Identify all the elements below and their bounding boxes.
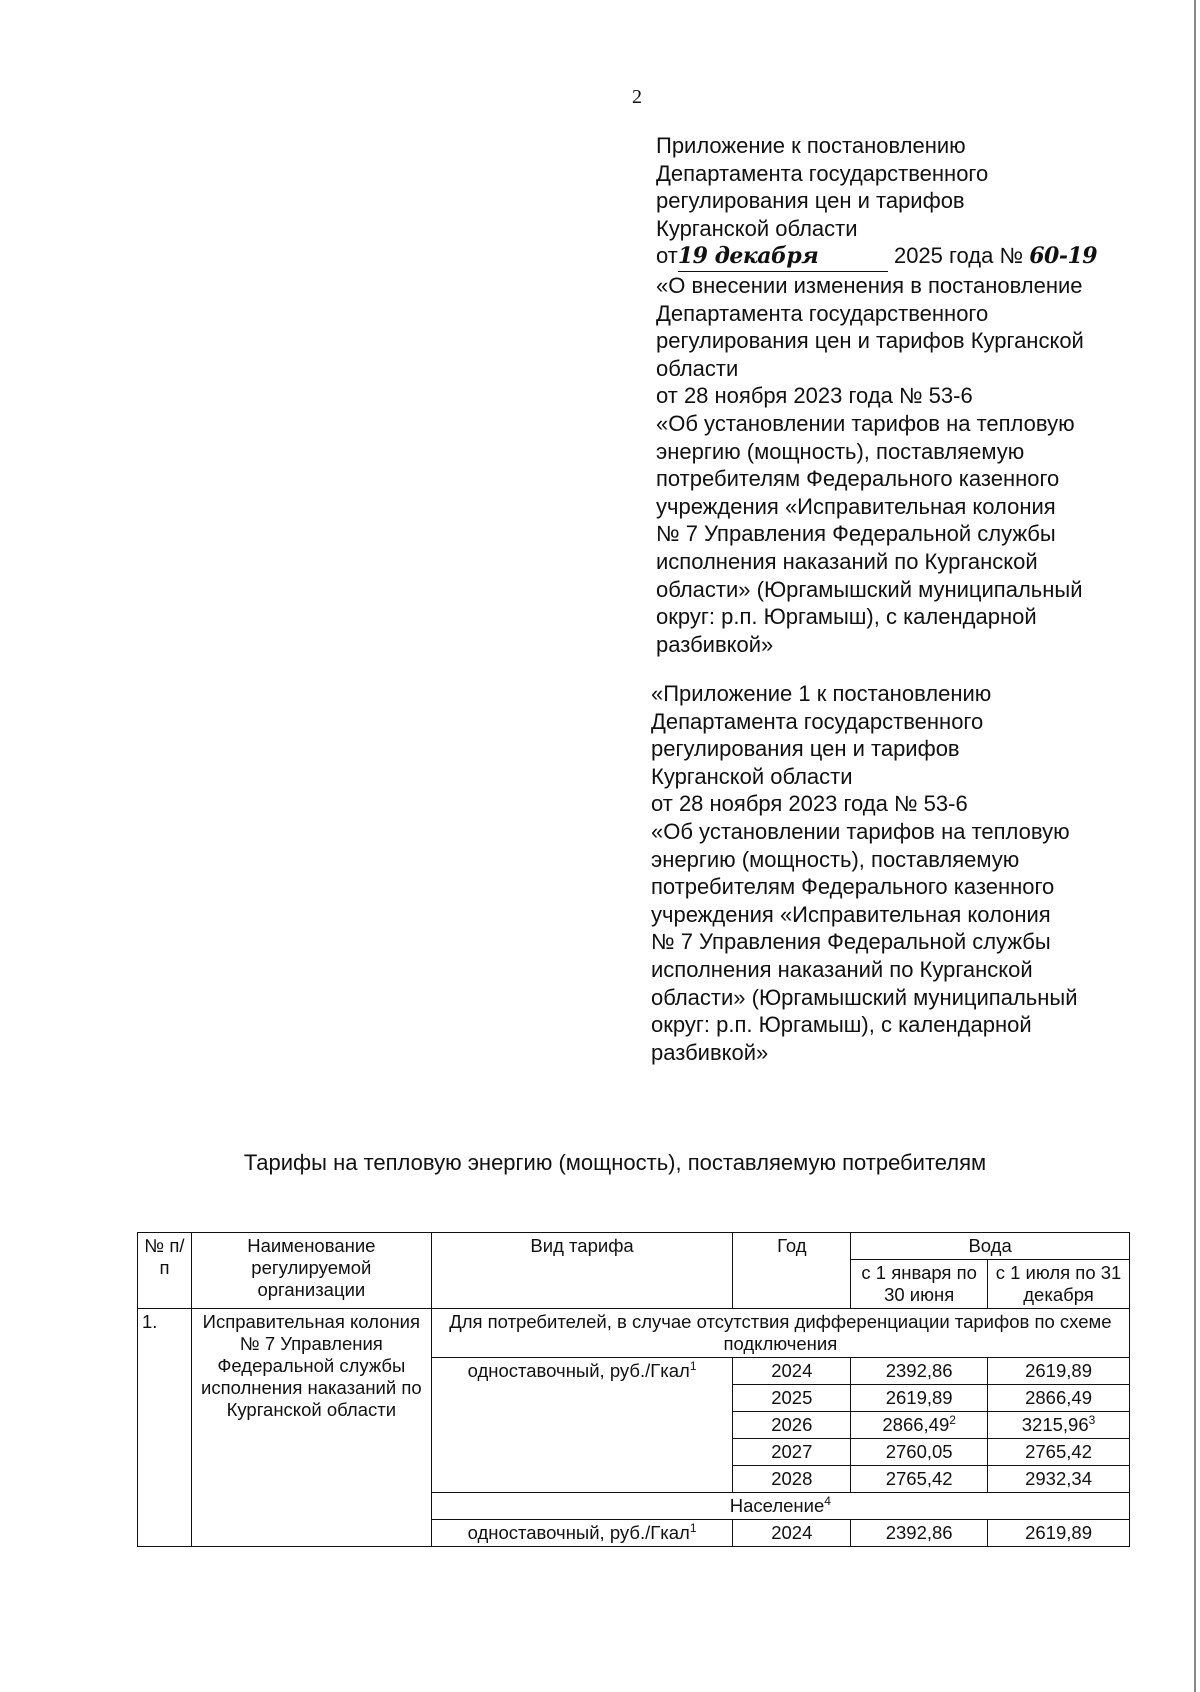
section-1-title: Для потребителей, в случае отсутствия дифференциации тарифов по схеме подключения (431, 1309, 1129, 1358)
header-period-2: с 1 июля по 31 декабря (988, 1260, 1130, 1309)
appendix-body-line: области (656, 355, 739, 381)
appendix-1-line: энергию (мощность), поставляемую (651, 846, 1020, 872)
handwritten-date: 19 декабря (677, 243, 819, 270)
appendix-body-line: от 28 ноября 2023 года № 53-6 (656, 383, 973, 409)
appendix-body-line: потребителям Федерального казенного (656, 466, 1060, 492)
year-cell: 2026 (733, 1412, 851, 1439)
footnote-sup: 3 (1088, 1412, 1096, 1427)
appendix-body-line: исполнения наказаний по Курганской (656, 548, 1038, 574)
section-2-title-text: Население (729, 1495, 825, 1516)
header-period-1: с 1 января по 30 июня (851, 1260, 988, 1309)
header-water: Вода (851, 1233, 1130, 1260)
appendix-1-line: регулирования цен и тарифов (651, 736, 960, 762)
value-cell: 2392,86 (851, 1520, 988, 1547)
tariff-sup: 1 (689, 1520, 697, 1535)
appendix-1-line: области» (Юргамышский муниципальный (651, 984, 1078, 1010)
tariff-label (431, 1520, 733, 1547)
appendix-1-line: Курганской области (651, 763, 853, 789)
appendix-1-line: № 7 Управления Федеральной службы (651, 929, 1051, 955)
year-cell: 2024 (733, 1358, 851, 1385)
footnote-sup: 2 (949, 1412, 956, 1427)
value-cell (851, 1412, 988, 1439)
header-org: Наименование регулируемой организации (191, 1233, 431, 1309)
appendix-1-line: Департамента государственного (651, 708, 984, 734)
header-tariff-type: Вид тарифа (431, 1233, 733, 1309)
appendix-line: Курганской области (656, 215, 858, 241)
appendix-body-line: регулирования цен и тарифов Курганской (656, 328, 1084, 354)
table-row (138, 1309, 1130, 1358)
page-edge (1194, 0, 1196, 1692)
appendix-line: Департамента государственного (656, 160, 989, 186)
appendix-body-line: энергию (мощность), поставляемую (656, 438, 1025, 464)
appendix-1-header (651, 680, 1131, 1066)
tariff-label-text: одноставочный, руб./Гкал (467, 1522, 690, 1543)
value-cell: 2866,49 (988, 1385, 1130, 1412)
appendix-body-line: «О внесении изменения в постановление (656, 272, 1083, 298)
appendix-body-line: учреждения «Исправительная колония (656, 493, 1056, 519)
tariff-label (431, 1358, 733, 1493)
year-text: 2025 года № (893, 243, 1024, 269)
year-cell: 2027 (733, 1439, 851, 1466)
tariff-sup: 1 (689, 1358, 697, 1373)
organization-name: Исправительная колония № 7 Управления Федеральной службы исполнения наказаний по Курганской области (191, 1309, 431, 1547)
appendix-body-line: округ: р.п. Юргамыш), с календарной (656, 604, 1037, 630)
appendix-line: Приложение к постановлению (656, 133, 966, 158)
table-title: Тарифы на тепловую энергию (мощность), поставляемую потребителям (243, 1150, 987, 1175)
year-cell: 2024 (733, 1520, 851, 1547)
section-2-title (431, 1493, 1129, 1520)
appendix-1-line: от 28 ноября 2023 года № 53-6 (651, 791, 968, 817)
value-cell: 2765,42 (851, 1466, 988, 1493)
appendix-1-line: потребителям Федерального казенного (651, 874, 1055, 900)
value-cell: 2765,42 (988, 1439, 1130, 1466)
appendix-date-line (656, 242, 1136, 272)
appendix-body-line: № 7 Управления Федеральной службы (656, 521, 1056, 547)
appendix-1-line: разбивкой» (651, 1039, 769, 1065)
section-2-sup: 4 (824, 1493, 831, 1508)
row-number: 1. (138, 1309, 192, 1547)
year-cell: 2028 (733, 1466, 851, 1493)
page-number: 2 (632, 86, 642, 108)
value-cell: 2619,89 (988, 1358, 1130, 1385)
appendix-1-line: учреждения «Исправительная колония (651, 901, 1051, 927)
appendix-body-line: Департамента государственного (656, 300, 989, 326)
tariffs-table (137, 1232, 1130, 1547)
value-cell: 2932,34 (988, 1466, 1130, 1493)
date-prefix: от (656, 243, 678, 269)
appendix-body-line: «Об установлении тарифов на тепловую (656, 410, 1075, 436)
appendix-line: регулирования цен и тарифов (656, 188, 965, 214)
appendix-1-line: «Об установлении тарифов на тепловую (651, 818, 1070, 844)
value-cell (988, 1412, 1130, 1439)
value-cell: 2760,05 (851, 1439, 988, 1466)
appendix-1-line: округ: р.п. Юргамыш), с календарной (651, 1012, 1032, 1038)
value-cell: 2619,89 (988, 1520, 1130, 1547)
handwritten-number: 60-19 (1029, 243, 1098, 270)
table-header-row (138, 1233, 1130, 1260)
value-cell: 2619,89 (851, 1385, 988, 1412)
tariff-label-text: одноставочный, руб./Гкал (467, 1360, 690, 1381)
header-year: Год (733, 1233, 851, 1309)
appendix-1-line: «Приложение 1 к постановлению (651, 681, 992, 706)
appendix-body-line: области» (Юргамышский муниципальный (656, 576, 1083, 602)
value-text: 3215,96 (1021, 1414, 1089, 1435)
value-text: 2866,49 (882, 1414, 950, 1435)
appendix-1-line: исполнения наказаний по Курганской (651, 956, 1033, 982)
value-cell: 2392,86 (851, 1358, 988, 1385)
header-num: № п/п (138, 1233, 192, 1309)
appendix-body-line: разбивкой» (656, 631, 774, 657)
appendix-header (656, 132, 1136, 658)
year-cell: 2025 (733, 1385, 851, 1412)
